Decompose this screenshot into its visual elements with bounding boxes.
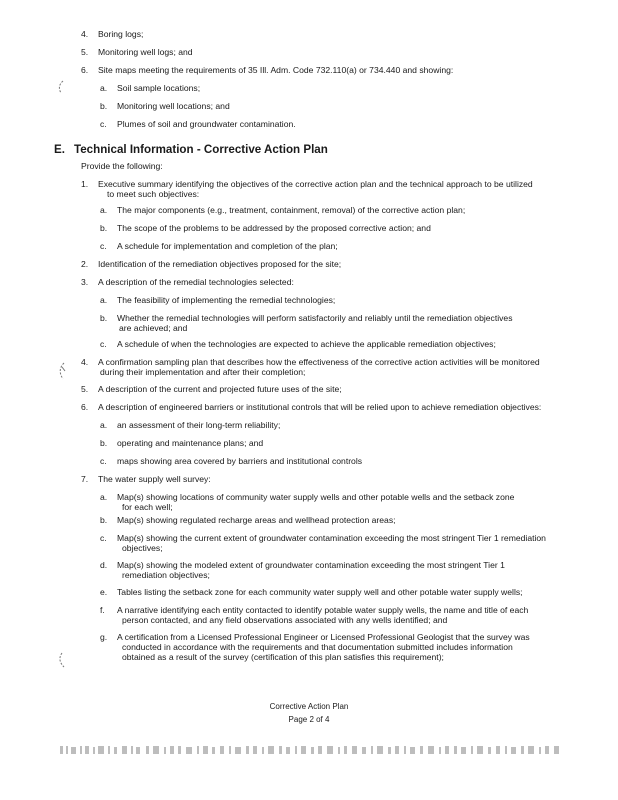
sub-item: Whether the remedial technologies will perform satisfactorily and reliably until the remediation objectives <box>117 313 513 323</box>
list-number: 5. <box>81 384 89 394</box>
sub-letter: a. <box>100 205 108 215</box>
sub-item-cont: remediation objectives; <box>122 570 210 580</box>
list-item-cont: during their implementation and after their completion; <box>100 367 306 377</box>
sub-item: A schedule of when the technologies are expected to achieve the applicable remediation objectives; <box>117 339 496 349</box>
list-item-cont: to meet such objectives: <box>107 189 200 199</box>
footer-page-number: Page 2 of 4 <box>288 715 330 724</box>
list-item: A description of the remedial technologies selected: <box>98 277 294 287</box>
scan-mark-icon <box>56 80 66 94</box>
sub-letter: b. <box>100 101 108 111</box>
sub-item: Plumes of soil and groundwater contamination. <box>117 119 296 129</box>
sub-item: maps showing area covered by barriers and institutional controls <box>117 456 363 466</box>
sub-letter: c. <box>100 339 107 349</box>
sub-item-cont: for each well; <box>122 502 173 512</box>
sub-letter: a. <box>100 492 108 502</box>
sub-letter: f. <box>100 605 105 615</box>
sub-item-cont: person contacted, and any field observations associated with any wells identified; and <box>122 615 448 625</box>
scan-barcode <box>60 745 560 755</box>
intro-text: Provide the following: <box>81 161 163 171</box>
section-letter: E. <box>54 143 65 156</box>
sub-item: A schedule for implementation and completion of the plan; <box>117 241 338 251</box>
sub-letter: b. <box>100 515 108 525</box>
list-number: 4. <box>81 29 89 39</box>
list-item: Monitoring well logs; and <box>98 47 193 57</box>
list-item: A description of the current and projected future uses of the site; <box>98 384 342 394</box>
list-item: The water supply well survey: <box>98 474 211 484</box>
section-title: Technical Information - Corrective Action Plan <box>74 143 328 156</box>
sub-item-cont: conducted in accordance with the requirements and that documentation submitted includes information <box>122 642 513 652</box>
sub-item: A certification from a Licensed Professional Engineer or Licensed Professional Geologist that the survey was <box>117 632 530 642</box>
sub-item: Map(s) showing regulated recharge areas and wellhead protection areas; <box>117 515 396 525</box>
sub-item: The scope of the problems to be addressed by the proposed corrective action; and <box>117 223 431 233</box>
list-number: 2. <box>81 259 89 269</box>
sub-item: Map(s) showing the current extent of groundwater contamination exceeding the most stringent Tier 1 remediation <box>117 533 546 543</box>
list-item: Executive summary identifying the objectives of the corrective action plan and the technical approach to be utilized <box>98 179 533 189</box>
sub-letter: c. <box>100 241 107 251</box>
sub-letter: b. <box>100 223 108 233</box>
footer-title: Corrective Action Plan <box>269 702 349 711</box>
sub-letter: a. <box>100 295 108 305</box>
list-number: 4. <box>81 357 89 367</box>
list-item: Boring logs; <box>98 29 144 39</box>
sub-item: an assessment of their long-term reliability; <box>117 420 281 430</box>
sub-letter: b. <box>100 313 108 323</box>
sub-item: A narrative identifying each entity contacted to identify potable water supply wells, the name and title of each <box>117 605 529 615</box>
scan-mark-icon <box>56 652 68 668</box>
list-number: 5. <box>81 47 89 57</box>
sub-item: operating and maintenance plans; and <box>117 438 264 448</box>
sub-letter: a. <box>100 420 108 430</box>
sub-letter: c. <box>100 533 107 543</box>
sub-item: Tables listing the setback zone for each community water supply well and other potable water supply wells; <box>117 587 523 597</box>
sub-item: Monitoring well locations; and <box>117 101 230 111</box>
list-number: 7. <box>81 474 89 484</box>
list-number: 6. <box>81 65 89 75</box>
list-item: Site maps meeting the requirements of 35 Ill. Adm. Code 732.110(a) or 734.440 and showing: <box>98 65 454 75</box>
sub-item-cont: are achieved; and <box>119 323 188 333</box>
list-item: A confirmation sampling plan that describes how the effectiveness of the corrective action activities will be monitored <box>98 357 540 367</box>
sub-item: Map(s) showing the modeled extent of groundwater contamination exceeding the most stringent Tier 1 <box>117 560 505 570</box>
sub-letter: g. <box>100 632 108 642</box>
sub-item: Map(s) showing locations of community water supply wells and other potable wells and the setback zone <box>117 492 515 502</box>
list-number: 3. <box>81 277 89 287</box>
sub-letter: d. <box>100 560 108 570</box>
sub-item-cont: obtained as a result of the survey (certification of this plan satisfies this requirement); <box>122 652 444 662</box>
sub-letter: e. <box>100 587 108 597</box>
section-heading <box>54 143 328 156</box>
scan-mark-icon <box>56 362 68 380</box>
sub-item: The major components (e.g., treatment, containment, removal) of the corrective action plan; <box>117 205 466 215</box>
sub-letter: a. <box>100 83 108 93</box>
sub-item: Soil sample locations; <box>117 83 201 93</box>
list-item: A description of engineered barriers or institutional controls that will be relied upon to achieve remediation objectives: <box>98 402 542 412</box>
list-number: 6. <box>81 402 89 412</box>
list-item: Identification of the remediation objectives proposed for the site; <box>98 259 342 269</box>
sub-letter: c. <box>100 456 107 466</box>
sub-letter: b. <box>100 438 108 448</box>
sub-letter: c. <box>100 119 107 129</box>
sub-item-cont: objectives; <box>122 543 163 553</box>
list-number: 1. <box>81 179 89 189</box>
sub-item: The feasibility of implementing the remedial technologies; <box>117 295 336 305</box>
